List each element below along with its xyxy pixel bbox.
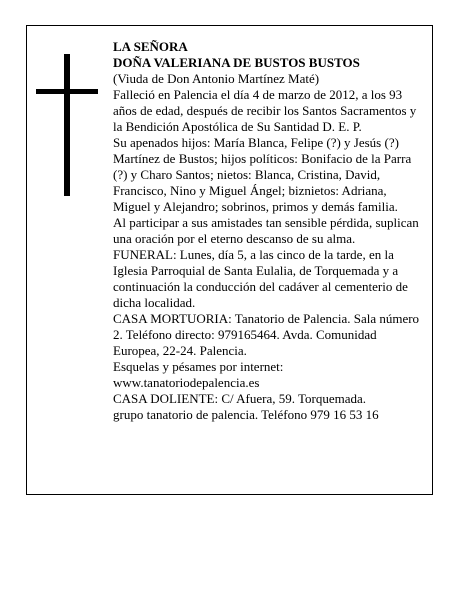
prayer-request-paragraph: Al participar a sus amistades tan sensible pérdida, suplican una oración por el eterno descanso de su alma. [113, 215, 419, 246]
footer-line: grupo tanatorio de palencia. Teléfono 979 16 53 16 [113, 407, 379, 422]
notice-title: LA SEÑORA [113, 39, 188, 54]
cross-icon [36, 54, 100, 196]
cross-horizontal-bar [36, 89, 98, 94]
obituary-text [113, 39, 425, 423]
casa-doliente-paragraph: CASA DOLIENTE: C/ Afuera, 59. Torquemada. [113, 391, 367, 406]
casa-mortuoria-paragraph: CASA MORTUORIA: Tanatorio de Palencia. Sala número 2. Teléfono directo: 979165464. Avda. Comunidad Europea, 22-24. Palencia. [113, 311, 420, 358]
cross-vertical-bar [64, 54, 70, 196]
passing-paragraph: Falleció en Palencia el día 4 de marzo de 2012, a los 93 años de edad, después de recibir los Santos Sacramentos y la Bendición Apostólica de Su Santidad D. E. P. [113, 87, 417, 134]
funeral-paragraph: FUNERAL: Lunes, día 5, a las cinco de la tarde, en la Iglesia Parroquial de Santa Eulalia, de Torquemada y a continuación la conducción del cadáver al cementerio de dicha localidad. [113, 247, 408, 310]
widow-of-line: (Viuda de Don Antonio Martínez Maté) [113, 71, 320, 86]
deceased-name: DOÑA VALERIANA DE BUSTOS BUSTOS [113, 55, 360, 70]
family-paragraph: Su apenados hijos: María Blanca, Felipe (?) y Jesús (?) Martínez de Bustos; hijos políticos: Bonifacio de la Parra (?) y Charo Santos; nietos: Blanca, Cristina, David, Francisco, Nino y Miguel Ángel; biznietos: Adriana, Miguel y Alejandro; sobrinos, primos y demás familia. [113, 135, 412, 214]
internet-paragraph: Esquelas y pésames por internet: www.tanatoriodepalencia.es [113, 359, 284, 390]
